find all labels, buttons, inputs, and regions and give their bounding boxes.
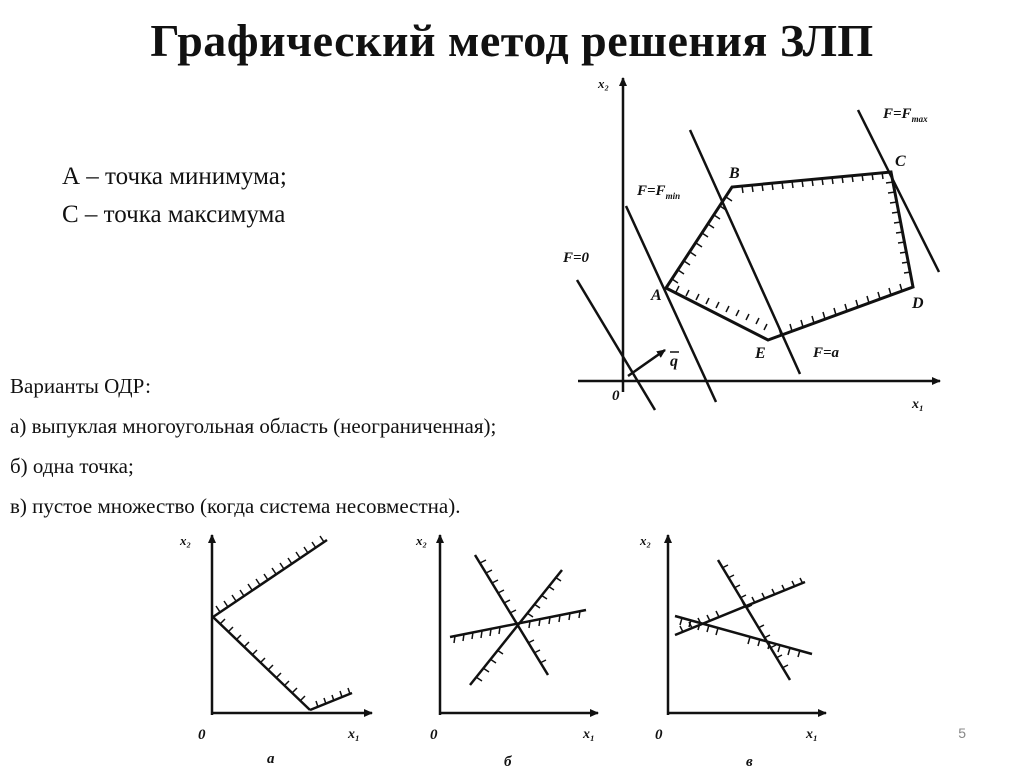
c-line-2 <box>675 582 805 635</box>
variant-item-c: в) пустое множество (когда система несовместна). <box>10 494 461 518</box>
c-origin: 0 <box>655 727 663 743</box>
c-hatching <box>680 565 803 668</box>
label-f-zero: F=0 <box>563 250 590 266</box>
b-line-3 <box>450 610 586 637</box>
a-hatching <box>216 536 350 707</box>
b-line-1 <box>475 555 548 675</box>
label-f-a: F=a <box>813 345 840 361</box>
main-x-label: x₁ <box>912 397 924 412</box>
variant-item-a: а) выпуклая многоугольная область (неограниченная); <box>10 414 497 438</box>
line-f-min <box>626 206 716 402</box>
a-y-label: x₂ <box>180 533 192 548</box>
slide-title: Графический метод решения ЗЛП <box>150 15 874 66</box>
vertex-c-label: C <box>895 153 906 170</box>
a-x-label: x₁ <box>348 727 360 742</box>
line-f-max <box>858 110 939 272</box>
line-f-a <box>690 130 800 374</box>
small-diagram-a <box>179 533 372 767</box>
variants-heading: Варианты ОДР: <box>10 374 151 398</box>
label-f-min: $F=F_{min}$ <box>637 183 681 201</box>
vertex-a-label: A <box>651 287 662 304</box>
main-origin-label: 0 <box>612 388 620 404</box>
c-y-label: x₂ <box>640 533 652 548</box>
small-diagram-c <box>639 533 826 767</box>
b-x-label: x₁ <box>583 727 595 742</box>
main-y-label: x₂ <box>598 76 610 91</box>
feasible-polygon <box>666 172 913 340</box>
c-x-label: x₁ <box>806 727 818 742</box>
vertex-d-label: D <box>912 295 924 312</box>
b-hatching <box>454 560 580 681</box>
main-diagram <box>562 76 940 412</box>
page-number: 5 <box>958 725 966 741</box>
c-caption: в <box>746 754 753 767</box>
a-line-lower <box>213 617 310 710</box>
b-caption: б <box>504 754 512 767</box>
vertex-b-label: B <box>729 165 740 182</box>
min-point-text: А – точка минимума; <box>62 163 287 190</box>
a-line-upper <box>213 540 327 617</box>
a-origin: 0 <box>198 727 206 743</box>
a-caption: а <box>267 751 275 767</box>
b-origin: 0 <box>430 727 438 743</box>
label-f-max: $F=F_{max}$ <box>883 106 928 124</box>
b-y-label: x₂ <box>416 533 428 548</box>
gradient-vector <box>628 350 665 376</box>
variant-item-b: б) одна точка; <box>10 454 134 478</box>
c-line-3 <box>675 616 812 654</box>
gradient-label: q <box>670 353 678 370</box>
small-diagram-b <box>415 533 598 767</box>
vertex-e-label: E <box>755 345 766 362</box>
max-point-text: С – точка максимума <box>62 201 286 228</box>
